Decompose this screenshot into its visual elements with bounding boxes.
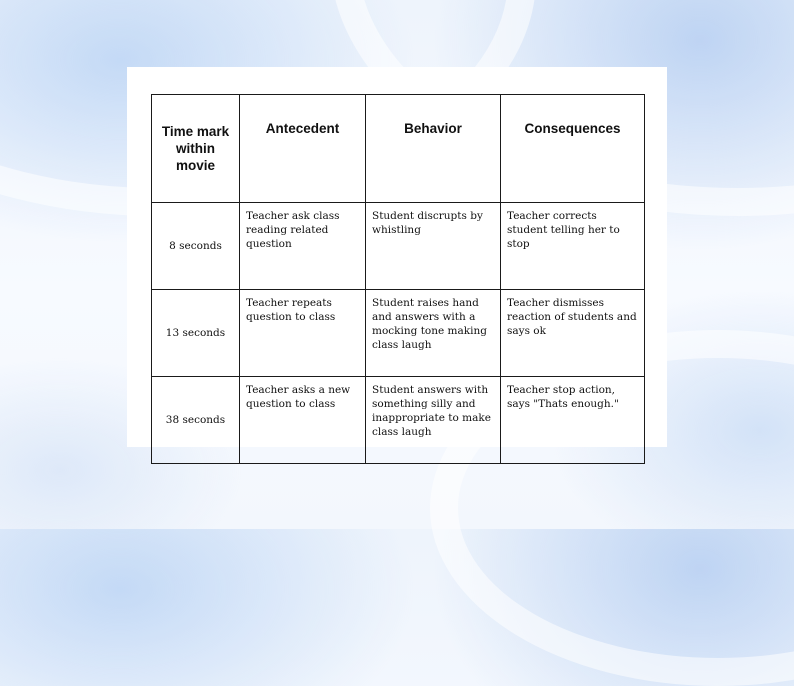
- table-row: [152, 203, 645, 290]
- cell-time: 13 seconds: [152, 290, 240, 377]
- cell-antecedent: Teacher repeats question to class: [240, 290, 366, 377]
- header-consequences: Consequences: [501, 95, 645, 203]
- cell-consequences: Teacher stop action, says "Thats enough.": [501, 377, 645, 464]
- cell-consequences: Teacher dismisses reaction of students and says ok: [501, 290, 645, 377]
- cell-consequences: Teacher corrects student telling her to stop: [501, 203, 645, 290]
- abc-behavior-table: [151, 94, 645, 464]
- cell-behavior: Student discrupts by whistling: [366, 203, 501, 290]
- table-header-row: [152, 95, 645, 203]
- table-row: [152, 377, 645, 464]
- cell-antecedent: Teacher ask class reading related question: [240, 203, 366, 290]
- header-behavior: Behavior: [366, 95, 501, 203]
- cell-antecedent: Teacher asks a new question to class: [240, 377, 366, 464]
- header-time-mark: Time mark within movie: [152, 95, 240, 203]
- document-card: [127, 67, 667, 447]
- cell-behavior: Student raises hand and answers with a mocking tone making class laugh: [366, 290, 501, 377]
- cell-time: 38 seconds: [152, 377, 240, 464]
- header-antecedent: Antecedent: [240, 95, 366, 203]
- table-row: [152, 290, 645, 377]
- cell-time: 8 seconds: [152, 203, 240, 290]
- cell-behavior: Student answers with something silly and inappropriate to make class laugh: [366, 377, 501, 464]
